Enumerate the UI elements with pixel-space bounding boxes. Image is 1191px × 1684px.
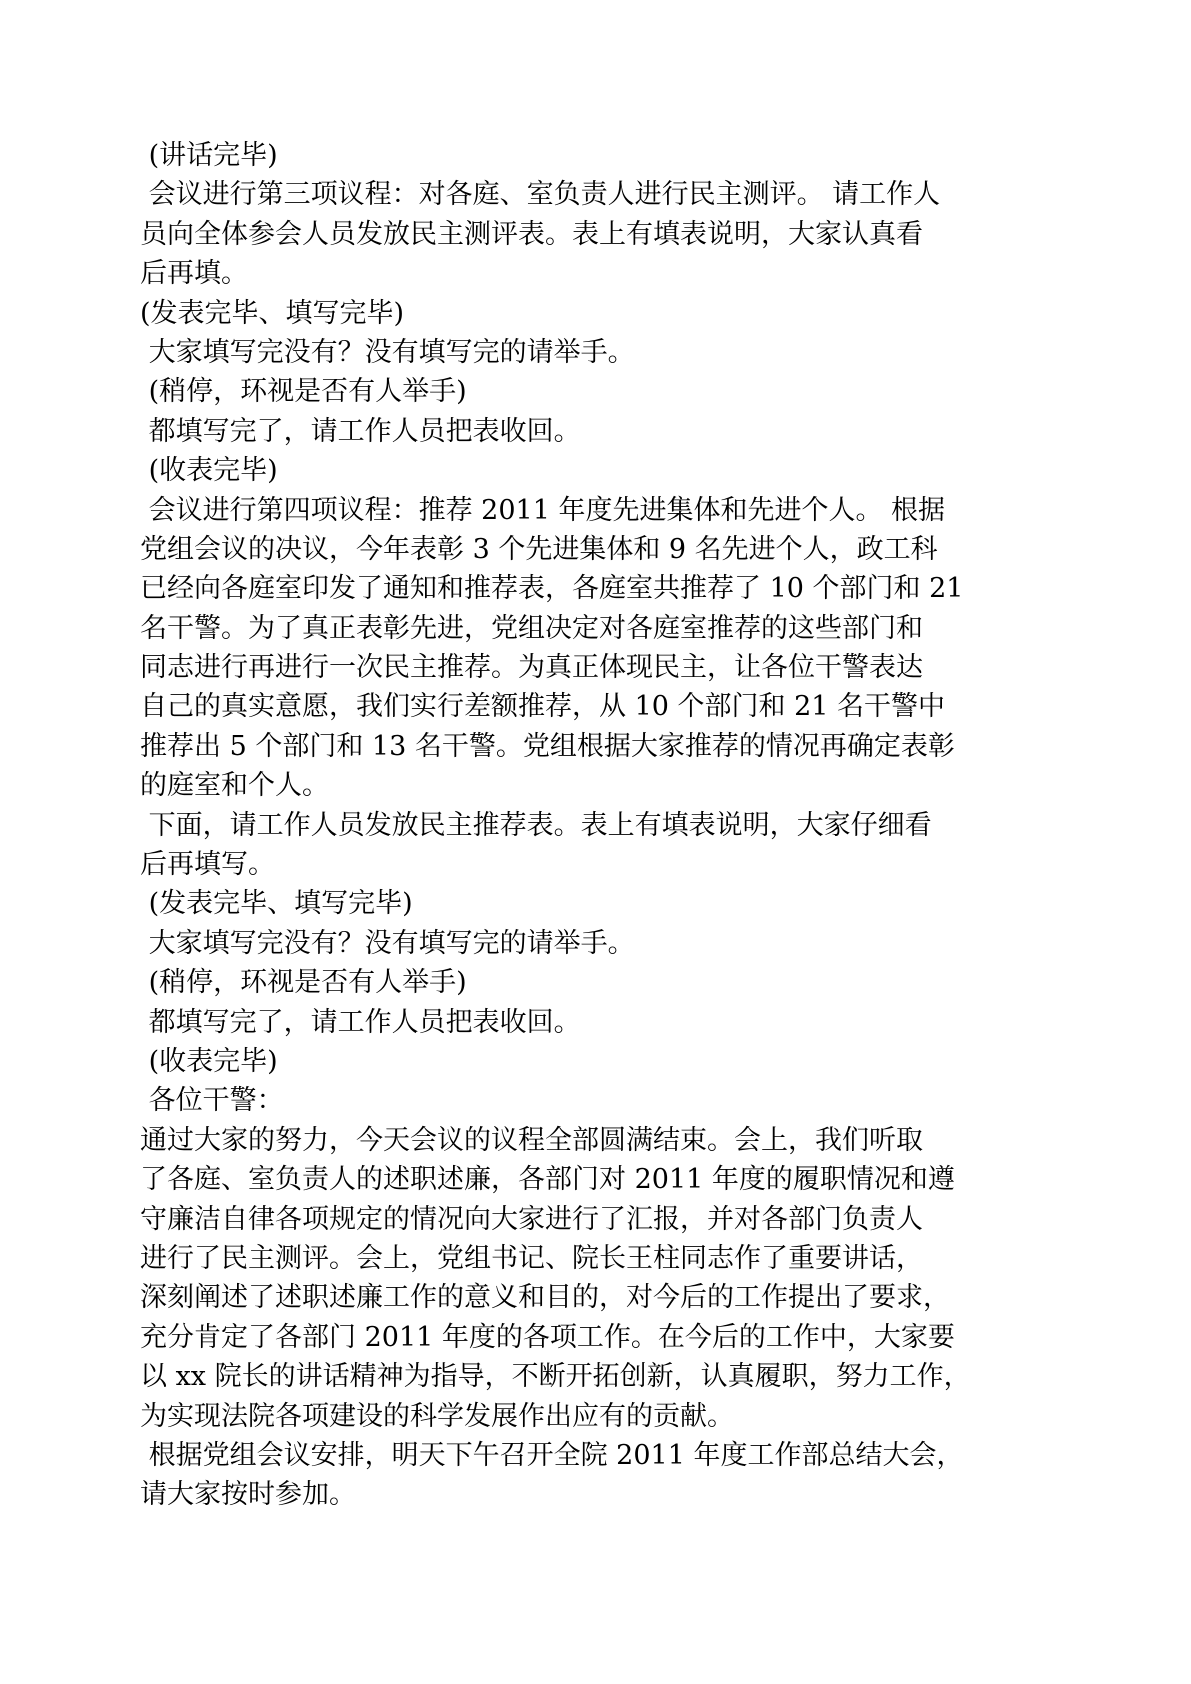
- text-line: (稍停，环视是否有人举手): [140, 376, 467, 408]
- text-line: 通过大家的努力，今天会议的议程全部圆满结束。会上，我们听取: [140, 1124, 923, 1156]
- text-line: 根据党组会议安排，明天下午召开全院 2011 年度工作部总结大会，: [140, 1439, 964, 1471]
- text-line: 大家填写完没有？没有填写完的请举手。: [140, 336, 635, 368]
- text-line: (发表完毕、填写完毕): [140, 888, 413, 920]
- text-line: 会议进行第四项议程：推荐 2011 年度先进集体和先进个人。 根据: [140, 494, 946, 526]
- text-line: 下面，请工作人员发放民主推荐表。表上有填表说明，大家仔细看: [140, 809, 932, 841]
- text-line: 党组会议的决议，今年表彰 3 个先进集体和 9 名先进个人，政工科: [140, 533, 938, 565]
- text-line: 已经向各庭室印发了通知和推荐表，各庭室共推荐了 10 个部门和 21: [140, 573, 964, 605]
- text-line: 同志进行再进行一次民主推荐。为真正体现民主，让各位干警表达: [140, 652, 923, 684]
- text-line: 会议进行第三项议程：对各庭、室负责人进行民主测评。 请工作人: [140, 179, 941, 211]
- text-line: 推荐出 5 个部门和 13 名干警。党组根据大家推荐的情况再确定表彰: [140, 730, 955, 762]
- text-line: 深刻阐述了述职述廉工作的意义和目的，对今后的工作提出了要求，: [140, 1282, 950, 1314]
- text-line: 大家填写完没有？没有填写完的请举手。: [140, 927, 635, 959]
- text-line: 自己的真实意愿，我们实行差额推荐，从 10 个部门和 21 名干警中: [140, 691, 946, 723]
- text-line: 请大家按时参加。: [140, 1479, 356, 1511]
- text-line: 员向全体参会人员发放民主测评表。表上有填表说明，大家认真看: [140, 218, 923, 250]
- text-line: 都填写完了，请工作人员把表收回。: [140, 1006, 581, 1038]
- text-line: 的庭室和个人。: [140, 770, 329, 802]
- text-line: (稍停，环视是否有人举手): [140, 967, 467, 999]
- text-line: 后再填写。: [140, 849, 275, 881]
- text-line: 充分肯定了各部门 2011 年度的各项工作。在今后的工作中，大家要: [140, 1321, 955, 1353]
- text-line: (发表完毕、填写完毕): [140, 297, 405, 329]
- text-line: 以 xx 院长的讲话精神为指导，不断开拓创新，认真履职，努力工作，: [140, 1361, 971, 1393]
- text-line: 名干警。为了真正表彰先进，党组决定对各庭室推荐的这些部门和: [140, 612, 923, 644]
- text-line: (收表完毕): [140, 1045, 278, 1077]
- text-line: (收表完毕): [140, 455, 278, 487]
- text-line: 进行了民主测评。会上，党组书记、院长王柱同志作了重要讲话，: [140, 1242, 923, 1274]
- text-line: 后再填。: [140, 258, 248, 290]
- text-line: 都填写完了，请工作人员把表收回。: [140, 415, 581, 447]
- text-line: (讲话完毕): [140, 140, 278, 171]
- text-line: 守廉洁自律各项规定的情况向大家进行了汇报，并对各部门负责人: [140, 1203, 923, 1235]
- document-body: [140, 136, 1060, 1515]
- text-line: 各位干警：: [140, 1085, 284, 1117]
- text-line: 为实现法院各项建设的科学发展作出应有的贡献。: [140, 1400, 734, 1432]
- text-line: 了各庭、室负责人的述职述廉，各部门对 2011 年度的履职情况和遵: [140, 1164, 955, 1196]
